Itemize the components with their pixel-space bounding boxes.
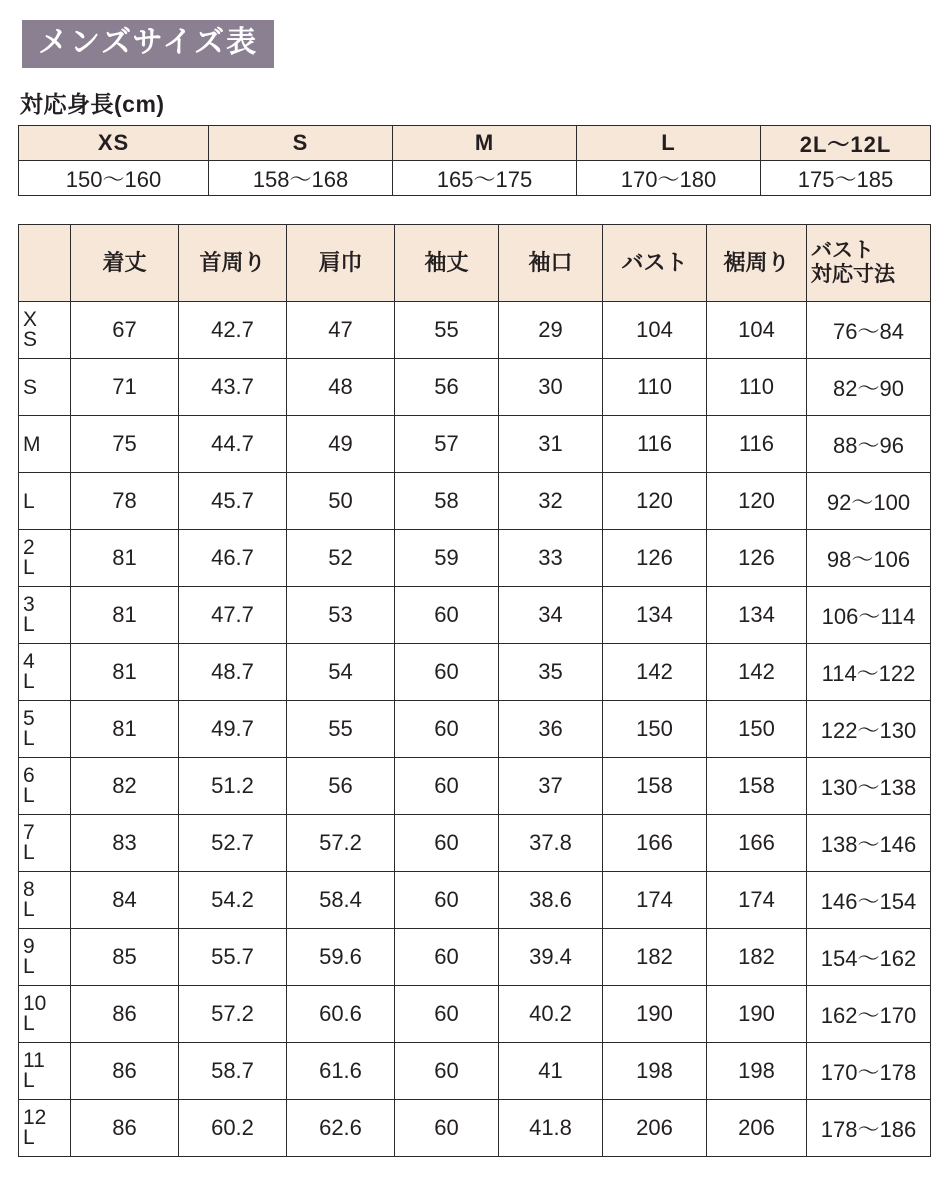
row-size-line1: L [23,489,35,513]
table-cell: 53 [287,587,395,644]
row-size-label [19,1043,71,1100]
row-size-line1: 7 [23,821,35,845]
table-cell: 55 [287,701,395,758]
table-row [19,473,931,530]
table-cell: 48.7 [179,644,287,701]
row-size-line2: L [23,556,35,579]
table-cell: 45.7 [179,473,287,530]
table-row [19,359,931,416]
table-cell: 60 [395,986,499,1043]
table-cell: 198 [603,1043,707,1100]
table-cell: 32 [499,473,603,530]
table-cell: 82 [71,758,179,815]
table-cell: 106〜114 [807,587,931,644]
height-header-cell: L [577,126,761,161]
row-size-line2: L [23,898,35,921]
table-cell: 60.2 [179,1100,287,1157]
table-cell: 60 [395,701,499,758]
table-cell: 34 [499,587,603,644]
table-cell: 86 [71,1043,179,1100]
table-cell: 142 [707,644,807,701]
row-size-label [19,473,71,530]
table-cell: 58.4 [287,872,395,929]
height-section-label: 対応身長(cm) [20,91,165,117]
table-cell: 29 [499,302,603,359]
row-size-label [19,929,71,986]
row-size-label [19,1100,71,1157]
table-cell: 82〜90 [807,359,931,416]
row-size-label [19,359,71,416]
column-header-kubimawari: 首周り [179,225,287,302]
table-cell: 57 [395,416,499,473]
table-cell: 78 [71,473,179,530]
table-cell: 43.7 [179,359,287,416]
table-cell: 182 [603,929,707,986]
table-cell: 71 [71,359,179,416]
row-size-label [19,872,71,929]
table-cell: 37.8 [499,815,603,872]
measurement-table-wrapper [18,224,926,1157]
height-header-cell: XS [19,126,209,161]
table-cell: 120 [603,473,707,530]
table-cell: 134 [603,587,707,644]
table-cell: 51.2 [179,758,287,815]
table-cell: 138〜146 [807,815,931,872]
table-cell: 58 [395,473,499,530]
table-cell: 170〜178 [807,1043,931,1100]
table-cell: 54.2 [179,872,287,929]
table-cell: 60 [395,1043,499,1100]
table-row [19,929,931,986]
table-row [19,758,931,815]
table-cell: 146〜154 [807,872,931,929]
table-row [19,815,931,872]
table-cell: 41.8 [499,1100,603,1157]
table-cell: 104 [603,302,707,359]
table-cell: 31 [499,416,603,473]
table-cell: 110 [603,359,707,416]
table-cell: 60 [395,815,499,872]
row-size-line2: L [23,955,35,978]
row-size-line1: 8 [23,878,35,902]
table-cell: 48 [287,359,395,416]
row-size-line1: 6 [23,764,35,788]
table-cell: 182 [707,929,807,986]
table-cell: 88〜96 [807,416,931,473]
table-cell: 59 [395,530,499,587]
table-corner-cell [19,225,71,302]
row-size-line2: L [23,784,35,807]
measurement-header-row [19,225,931,302]
table-cell: 58.7 [179,1043,287,1100]
table-cell: 76〜84 [807,302,931,359]
table-cell: 60 [395,644,499,701]
table-cell: 40.2 [499,986,603,1043]
row-size-line1: 2 [23,536,35,560]
table-cell: 38.6 [499,872,603,929]
table-row [19,701,931,758]
table-cell: 166 [707,815,807,872]
table-cell: 52 [287,530,395,587]
table-cell: 55 [395,302,499,359]
table-cell: 37 [499,758,603,815]
table-cell: 47 [287,302,395,359]
column-header-susomawari: 裾周り [707,225,807,302]
height-value-cell: 175〜185 [761,161,931,196]
table-cell: 59.6 [287,929,395,986]
table-cell: 142 [603,644,707,701]
table-cell: 41 [499,1043,603,1100]
table-cell: 60 [395,929,499,986]
table-cell: 30 [499,359,603,416]
row-size-label [19,758,71,815]
height-header-cell: M [393,126,577,161]
table-cell: 54 [287,644,395,701]
table-cell: 36 [499,701,603,758]
table-row [19,872,931,929]
bust-taiou-line2: 対応寸法 [811,263,895,286]
height-table-value-row [19,161,931,196]
table-cell: 190 [707,986,807,1043]
row-size-line1: S [23,375,38,399]
table-cell: 120 [707,473,807,530]
row-size-label [19,530,71,587]
table-cell: 116 [707,416,807,473]
table-cell: 60.6 [287,986,395,1043]
table-cell: 154〜162 [807,929,931,986]
height-value-cell: 150〜160 [19,161,209,196]
row-size-line1: 9 [23,935,35,959]
table-row [19,1100,931,1157]
table-cell: 126 [603,530,707,587]
page-title: メンズサイズ表 [22,20,274,68]
table-cell: 83 [71,815,179,872]
table-cell: 60 [395,758,499,815]
table-cell: 49 [287,416,395,473]
table-cell: 44.7 [179,416,287,473]
table-cell: 35 [499,644,603,701]
table-cell: 60 [395,872,499,929]
row-size-label [19,644,71,701]
row-size-line1: X [23,308,38,332]
table-cell: 60 [395,587,499,644]
height-table [18,125,931,196]
table-cell: 162〜170 [807,986,931,1043]
height-header-cell: S [209,126,393,161]
table-cell: 134 [707,587,807,644]
row-size-line1: 3 [23,593,35,617]
table-cell: 122〜130 [807,701,931,758]
table-cell: 110 [707,359,807,416]
table-cell: 62.6 [287,1100,395,1157]
row-size-line1: 10 [23,992,47,1016]
table-cell: 67 [71,302,179,359]
row-size-line2: L [23,613,35,636]
table-cell: 85 [71,929,179,986]
table-cell: 57.2 [179,986,287,1043]
row-size-line1: 11 [23,1049,45,1073]
height-value-cell: 158〜168 [209,161,393,196]
table-cell: 55.7 [179,929,287,986]
row-size-label [19,701,71,758]
row-size-line2: L [23,727,35,750]
column-header-kitake: 着丈 [71,225,179,302]
table-cell: 178〜186 [807,1100,931,1157]
column-header-sodetake: 袖丈 [395,225,499,302]
row-size-label [19,815,71,872]
row-size-line2: L [23,841,35,864]
table-row [19,530,931,587]
measurement-table-body [19,302,931,1157]
table-cell: 81 [71,644,179,701]
table-cell: 52.7 [179,815,287,872]
row-size-label [19,302,71,359]
column-header-bust: バスト [603,225,707,302]
row-size-line2: L [23,1126,35,1149]
row-size-line2: L [23,1012,35,1035]
row-size-label [19,986,71,1043]
table-row [19,644,931,701]
row-size-label [19,587,71,644]
height-table-header-row [19,126,931,161]
table-cell: 84 [71,872,179,929]
table-cell: 126 [707,530,807,587]
table-cell: 116 [603,416,707,473]
height-value-cell: 165〜175 [393,161,577,196]
table-cell: 206 [603,1100,707,1157]
table-cell: 174 [707,872,807,929]
table-row [19,1043,931,1100]
table-row [19,986,931,1043]
table-cell: 81 [71,530,179,587]
table-cell: 46.7 [179,530,287,587]
height-header-cell: 2L〜12L [761,126,931,161]
table-row [19,302,931,359]
row-size-line1: 12 [23,1106,47,1130]
table-cell: 57.2 [287,815,395,872]
table-cell: 130〜138 [807,758,931,815]
row-size-line1: 4 [23,650,35,674]
row-size-line1: M [23,432,41,456]
measurement-table [18,224,931,1157]
table-cell: 190 [603,986,707,1043]
table-cell: 150 [707,701,807,758]
table-cell: 98〜106 [807,530,931,587]
table-cell: 60 [395,1100,499,1157]
table-cell: 206 [707,1100,807,1157]
table-cell: 86 [71,986,179,1043]
row-size-label [19,416,71,473]
table-cell: 86 [71,1100,179,1157]
table-cell: 75 [71,416,179,473]
table-cell: 49.7 [179,701,287,758]
table-cell: 42.7 [179,302,287,359]
table-cell: 114〜122 [807,644,931,701]
table-cell: 47.7 [179,587,287,644]
table-row [19,587,931,644]
table-cell: 39.4 [499,929,603,986]
row-size-line2: L [23,1069,35,1092]
table-cell: 81 [71,587,179,644]
table-cell: 104 [707,302,807,359]
table-cell: 92〜100 [807,473,931,530]
table-cell: 33 [499,530,603,587]
table-cell: 50 [287,473,395,530]
table-cell: 81 [71,701,179,758]
table-cell: 198 [707,1043,807,1100]
table-cell: 158 [707,758,807,815]
table-cell: 150 [603,701,707,758]
bust-taiou-line1: バスト [811,238,874,262]
table-row [19,416,931,473]
row-size-line1: 5 [23,707,35,731]
height-value-cell: 170〜180 [577,161,761,196]
table-cell: 56 [395,359,499,416]
column-header-bust-taiou-sunpou [807,225,931,302]
table-cell: 158 [603,758,707,815]
row-size-line2: L [23,670,35,693]
column-header-sodeguchi: 袖口 [499,225,603,302]
table-cell: 56 [287,758,395,815]
column-header-katahaba: 肩巾 [287,225,395,302]
table-cell: 61.6 [287,1043,395,1100]
table-cell: 166 [603,815,707,872]
table-cell: 174 [603,872,707,929]
row-size-line2: S [23,328,38,351]
